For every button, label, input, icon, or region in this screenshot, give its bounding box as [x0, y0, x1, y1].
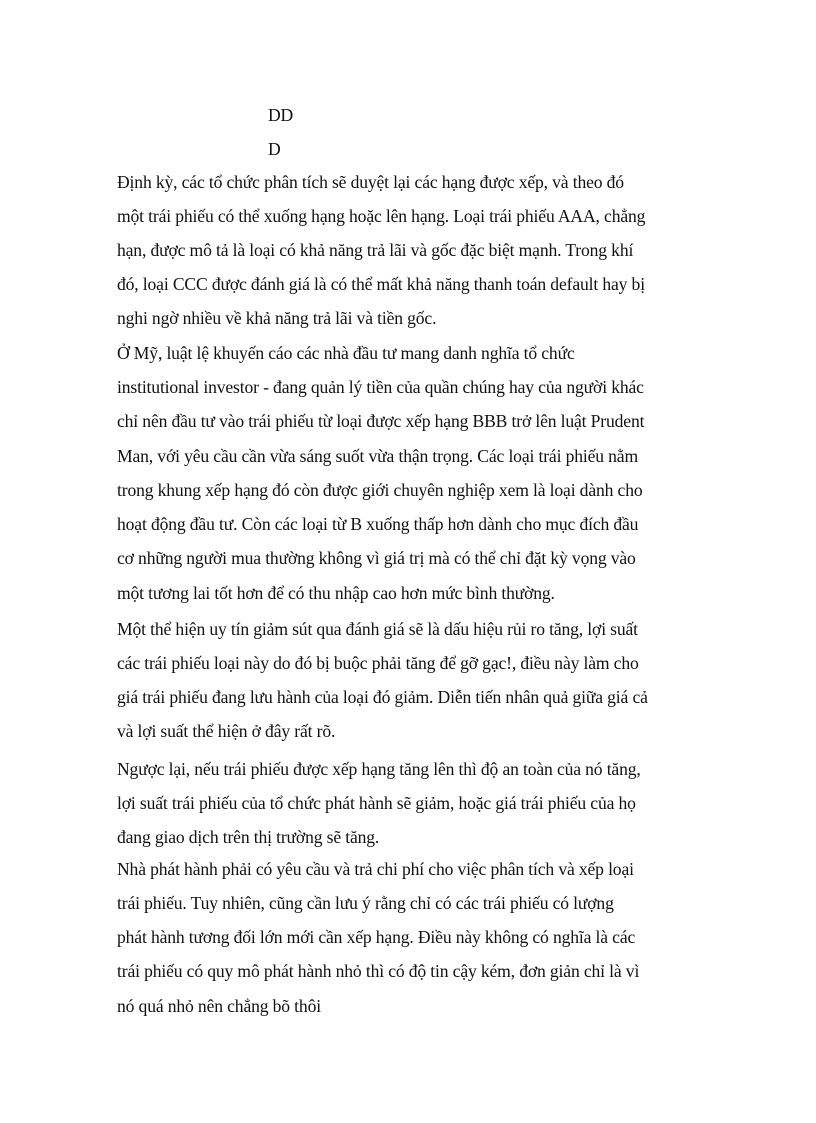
text-line: lợi suất trái phiếu của tổ chức phát hành sẽ giảm, hoặc giá trái phiếu của họ — [117, 793, 636, 813]
text-line: Man, với yêu cầu cần vừa sáng suốt vừa thận trọng. Các loại trái phiếu nằm — [117, 446, 638, 466]
text-line: chỉ nên đầu tư vào trái phiếu từ loại được xếp hạng BBB trở lên luật Prudent — [117, 411, 645, 431]
text-line: các trái phiếu loại này do đó bị buộc phải tăng để gỡ gạc!, điều này làm cho — [117, 653, 639, 673]
text-line: nghi ngờ nhiều về khả năng trả lãi và tiền gốc. — [117, 308, 437, 328]
text-line: trong khung xếp hạng đó còn được giới chuyên nghiệp xem là loại dành cho — [117, 480, 643, 500]
text-line: Một thể hiện uy tín giảm sút qua đánh giá sẽ là dấu hiệu rủi ro tăng, lợi suất — [117, 619, 638, 639]
text-line: nó quá nhỏ nên chẳng bõ thôi — [117, 996, 321, 1016]
text-line: hoạt động đầu tư. Còn các loại từ B xuống thấp hơn dành cho mục đích đầu — [117, 514, 639, 534]
text-line: Ở Mỹ, luật lệ khuyến cáo các nhà đầu tư mang danh nghĩa tổ chức — [117, 343, 575, 363]
text-line: Nhà phát hành phải có yêu cầu và trả chi phí cho việc phân tích và xếp loại — [117, 859, 634, 879]
text-line: đang giao dịch trên thị trường sẽ tăng. — [117, 827, 380, 847]
text-line: Ngược lại, nếu trái phiếu được xếp hạng tăng lên thì độ an toàn của nó tăng, — [117, 759, 641, 779]
text-line: một tương lai tốt hơn để có thu nhập cao hơn mức bình thường. — [117, 583, 555, 603]
header-line: D — [268, 139, 281, 159]
text-line: trái phiếu. Tuy nhiên, cũng cần lưu ý rằng chỉ có các trái phiếu có lượng — [117, 893, 614, 913]
text-line: institutional investor - đang quản lý tiền của quần chúng hay của người khác — [117, 377, 644, 397]
text-line: Định kỳ, các tổ chức phân tích sẽ duyệt lại các hạng được xếp, và theo đó — [117, 172, 624, 192]
text-line: phát hành tương đối lớn mới cần xếp hạng. Điều này không có nghĩa là các — [117, 927, 636, 947]
text-line: đó, loại CCC được đánh giá là có thể mất khả năng thanh toán default hay bị — [117, 274, 645, 294]
header-line: DD — [268, 105, 294, 125]
text-line: trái phiếu có quy mô phát hành nhỏ thì có độ tin cậy kém, đơn giản chỉ là vì — [117, 961, 640, 981]
text-line: giá trái phiếu đang lưu hành của loại đó giảm. Diễn tiến nhân quả giữa giá cả — [117, 687, 648, 707]
text-line: hạn, được mô tả là loại có khả năng trả lãi và gốc đặc biệt mạnh. Trong khí — [117, 240, 634, 260]
text-line: và lợi suất thể hiện ở đây rất rõ. — [117, 721, 336, 741]
text-line: một trái phiếu có thể xuống hạng hoặc lên hạng. Loại trái phiếu AAA, chẳng — [117, 206, 646, 226]
text-line: cơ những người mua thường không vì giá trị mà có thể chỉ đặt kỳ vọng vào — [117, 548, 636, 568]
